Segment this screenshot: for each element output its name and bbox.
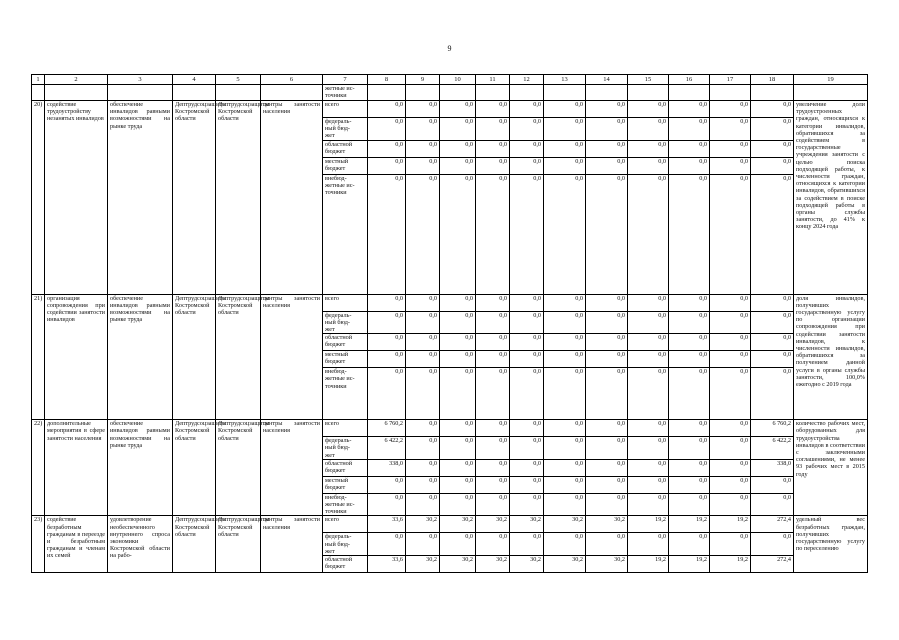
- value-cell: 0,0: [440, 493, 476, 516]
- value-cell: 30,2: [586, 556, 628, 573]
- goal-text: обеспечение инвалидов равными возможностями на рынке труда: [108, 101, 173, 295]
- measure-name: содействие безработным гражданам в переезде и безработным гражданам и членам их семей: [45, 516, 108, 573]
- value-cell: 0,0: [710, 437, 751, 460]
- value-cell: 30,2: [406, 556, 440, 573]
- empty-cell: [669, 85, 710, 101]
- value-cell: 0,0: [510, 533, 544, 556]
- value-cell: 0,0: [586, 334, 628, 351]
- value-cell: 6 760,2: [751, 420, 794, 437]
- value-cell: 0,0: [406, 533, 440, 556]
- value-cell: 0,0: [440, 368, 476, 420]
- funding-source-cell: всего: [323, 294, 368, 311]
- value-cell: 0,0: [628, 533, 669, 556]
- empty-cell: [544, 85, 586, 101]
- value-cell: 0,0: [476, 368, 510, 420]
- funding-source-cell: внебюд- жетные ис- точники: [323, 493, 368, 516]
- value-cell: 0,0: [628, 118, 669, 141]
- value-cell: 0,0: [544, 493, 586, 516]
- value-cell: 0,0: [440, 294, 476, 311]
- column-number-header: 13: [544, 75, 586, 85]
- value-cell: 0,0: [510, 459, 544, 476]
- funding-source-cell: областной бюджет: [323, 459, 368, 476]
- value-cell: 0,0: [544, 118, 586, 141]
- value-cell: 0,0: [510, 351, 544, 368]
- measure-name: содействие трудоустройству незанятых инвалидов: [45, 101, 108, 295]
- page-number: 9: [447, 44, 452, 53]
- value-cell: 0,0: [510, 311, 544, 334]
- value-cell: 0,0: [476, 437, 510, 460]
- value-cell: 0,0: [440, 174, 476, 294]
- value-cell: 0,0: [710, 334, 751, 351]
- value-cell: 0,0: [586, 437, 628, 460]
- value-cell: 19,2: [628, 516, 669, 533]
- funding-source-cell: областной бюджет: [323, 140, 368, 157]
- value-cell: 0,0: [544, 351, 586, 368]
- value-cell: 0,0: [476, 459, 510, 476]
- value-cell: 0,0: [368, 368, 406, 420]
- value-cell: 0,0: [544, 174, 586, 294]
- value-cell: 0,0: [476, 351, 510, 368]
- value-cell: 0,0: [476, 174, 510, 294]
- value-cell: 0,0: [669, 533, 710, 556]
- column-number-header: 11: [476, 75, 510, 85]
- value-cell: 0,0: [406, 459, 440, 476]
- funding-row: [32, 516, 868, 533]
- value-cell: 0,0: [586, 493, 628, 516]
- value-cell: 0,0: [628, 157, 669, 174]
- value-cell: 0,0: [669, 476, 710, 493]
- empty-cell: [510, 85, 544, 101]
- co-executor: Дептрудсоцзащиты Костромской области: [216, 516, 261, 573]
- expected-result: удельный вес безработных граждан, получивших государственную услугу по переселению: [794, 516, 868, 573]
- value-cell: 0,0: [751, 101, 794, 118]
- column-number-header: 16: [669, 75, 710, 85]
- value-cell: 0,0: [586, 368, 628, 420]
- value-cell: 30,2: [544, 556, 586, 573]
- value-cell: 0,0: [669, 140, 710, 157]
- value-cell: 0,0: [544, 294, 586, 311]
- value-cell: 0,0: [406, 437, 440, 460]
- value-cell: 0,0: [510, 140, 544, 157]
- value-cell: 33,6: [368, 516, 406, 533]
- value-cell: 0,0: [628, 476, 669, 493]
- empty-cell: [108, 85, 173, 101]
- value-cell: 0,0: [669, 157, 710, 174]
- value-cell: 0,0: [751, 118, 794, 141]
- value-cell: 0,0: [544, 140, 586, 157]
- implementer: центры занятости населения: [261, 420, 323, 516]
- empty-cell: [216, 85, 261, 101]
- value-cell: 0,0: [368, 118, 406, 141]
- value-cell: 0,0: [710, 140, 751, 157]
- value-cell: 0,0: [628, 174, 669, 294]
- column-number-header: 10: [440, 75, 476, 85]
- measure-name: организация сопровождения при содействии занятости инвалидов: [45, 294, 108, 420]
- value-cell: 0,0: [628, 437, 669, 460]
- column-number-header: 1: [32, 75, 45, 85]
- value-cell: 0,0: [586, 174, 628, 294]
- expected-result: доля инвалидов, получивших государственную услугу по организации сопровождения при содействии занятости инвалидов, к численности инвалидов, обратившихся за получением данной услуги в органы службы занятости, 100,0% ежегодно с 2019 года: [794, 294, 868, 420]
- value-cell: 0,0: [586, 459, 628, 476]
- value-cell: 0,0: [628, 294, 669, 311]
- value-cell: 0,0: [476, 476, 510, 493]
- value-cell: 0,0: [710, 476, 751, 493]
- value-cell: 19,2: [669, 516, 710, 533]
- funding-row: [32, 294, 868, 311]
- funding-source-cell: местный бюджет: [323, 157, 368, 174]
- value-cell: 0,0: [406, 476, 440, 493]
- value-cell: 0,0: [476, 420, 510, 437]
- value-cell: 0,0: [406, 368, 440, 420]
- value-cell: 0,0: [368, 493, 406, 516]
- value-cell: 0,0: [669, 311, 710, 334]
- value-cell: 0,0: [544, 311, 586, 334]
- funding-source-cell: федераль- ный бюд- жет: [323, 118, 368, 141]
- empty-cell: [710, 85, 751, 101]
- row-number: 22): [32, 420, 45, 516]
- value-cell: 0,0: [586, 311, 628, 334]
- column-number-header: 7: [323, 75, 368, 85]
- value-cell: 0,0: [544, 459, 586, 476]
- value-cell: 0,0: [406, 157, 440, 174]
- funding-source-cell: местный бюджет: [323, 351, 368, 368]
- value-cell: 0,0: [510, 174, 544, 294]
- value-cell: 30,2: [586, 516, 628, 533]
- value-cell: 0,0: [440, 437, 476, 460]
- value-cell: 0,0: [751, 140, 794, 157]
- value-cell: 0,0: [544, 368, 586, 420]
- value-cell: 0,0: [544, 420, 586, 437]
- empty-cell: [45, 85, 108, 101]
- value-cell: 0,0: [669, 334, 710, 351]
- value-cell: 0,0: [510, 493, 544, 516]
- value-cell: 0,0: [476, 334, 510, 351]
- row-number: 23): [32, 516, 45, 573]
- value-cell: 0,0: [628, 493, 669, 516]
- value-cell: 0,0: [406, 334, 440, 351]
- value-cell: 0,0: [440, 118, 476, 141]
- value-cell: 0,0: [669, 493, 710, 516]
- empty-cell: [440, 85, 476, 101]
- empty-cell: [173, 85, 216, 101]
- column-number-header: 19: [794, 75, 868, 85]
- value-cell: 0,0: [476, 493, 510, 516]
- value-cell: 0,0: [476, 118, 510, 141]
- column-number-header: 6: [261, 75, 323, 85]
- funding-source-cell: областной бюджет: [323, 334, 368, 351]
- column-number-header: 4: [173, 75, 216, 85]
- column-number-header: 3: [108, 75, 173, 85]
- empty-cell: [751, 85, 794, 101]
- column-number-header: 14: [586, 75, 628, 85]
- value-cell: 0,0: [628, 311, 669, 334]
- value-cell: 0,0: [440, 334, 476, 351]
- value-cell: 0,0: [368, 294, 406, 311]
- value-cell: 0,0: [510, 476, 544, 493]
- value-cell: 0,0: [586, 101, 628, 118]
- funding-row: [32, 101, 868, 118]
- column-number-header: 12: [510, 75, 544, 85]
- value-cell: 0,0: [751, 311, 794, 334]
- value-cell: 0,0: [510, 437, 544, 460]
- value-cell: 0,0: [710, 101, 751, 118]
- value-cell: 0,0: [544, 437, 586, 460]
- column-number-header: 18: [751, 75, 794, 85]
- value-cell: 19,2: [710, 516, 751, 533]
- value-cell: 30,2: [440, 516, 476, 533]
- value-cell: 0,0: [586, 118, 628, 141]
- executor: Дептрудсоцзащиты Костромской области: [173, 516, 216, 573]
- value-cell: 0,0: [710, 459, 751, 476]
- value-cell: 0,0: [669, 118, 710, 141]
- column-number-header: 5: [216, 75, 261, 85]
- value-cell: 0,0: [476, 157, 510, 174]
- value-cell: 0,0: [406, 101, 440, 118]
- empty-cell: [794, 85, 868, 101]
- funding-source-cell: областной бюджет: [323, 556, 368, 573]
- value-cell: 0,0: [586, 294, 628, 311]
- funding-source-cell: местный бюджет: [323, 476, 368, 493]
- value-cell: 0,0: [510, 294, 544, 311]
- co-executor: Дептрудсоцзащиты Костромской области: [216, 294, 261, 420]
- funding-source-cell: внебюд- жетные ис- точники: [323, 368, 368, 420]
- value-cell: 0,0: [510, 334, 544, 351]
- value-cell: 0,0: [510, 101, 544, 118]
- value-cell: 0,0: [669, 368, 710, 420]
- value-cell: 0,0: [586, 476, 628, 493]
- value-cell: 0,0: [440, 476, 476, 493]
- value-cell: 30,2: [544, 516, 586, 533]
- value-cell: 0,0: [751, 368, 794, 420]
- expected-result: увеличение доли трудоустроенных граждан, относящихся к категории инвалидов, обратившихся за содействием в государственные учреждения занятости с целью поиска подходящей работы, к численности граждан, относящихся к категории инвалидов, обратившихся за содействием в поиске подходящей работы в органы службы занятости, до 41% к концу 2024 года: [794, 101, 868, 295]
- value-cell: 0,0: [440, 533, 476, 556]
- value-cell: 0,0: [544, 476, 586, 493]
- value-cell: 0,0: [368, 101, 406, 118]
- column-number-header: 9: [406, 75, 440, 85]
- value-cell: 0,0: [751, 157, 794, 174]
- goal-text: удовлетворение необеспеченного внутреннего спроса экономики Костромской области на рабо-: [108, 516, 173, 573]
- value-cell: 0,0: [406, 294, 440, 311]
- goal-text: обеспечение инвалидов равными возможностями на рынке труда: [108, 294, 173, 420]
- implementer: центры занятости населения: [261, 516, 323, 573]
- executor: Дептрудсоцзащиты Костромской области: [173, 420, 216, 516]
- value-cell: 0,0: [476, 533, 510, 556]
- executor: Дептрудсоцзащиты Костромской области: [173, 101, 216, 295]
- value-cell: 0,0: [368, 334, 406, 351]
- value-cell: 338,0: [751, 459, 794, 476]
- value-cell: 30,2: [510, 516, 544, 533]
- value-cell: 0,0: [406, 420, 440, 437]
- value-cell: 0,0: [440, 351, 476, 368]
- value-cell: 0,0: [669, 351, 710, 368]
- value-cell: 0,0: [476, 294, 510, 311]
- value-cell: 0,0: [544, 101, 586, 118]
- funding-source-cell: федераль- ный бюд- жет: [323, 533, 368, 556]
- value-cell: 272,4: [751, 556, 794, 573]
- value-cell: 0,0: [586, 420, 628, 437]
- goal-text: обеспечение инвалидов равными возможностями на рынке труда: [108, 420, 173, 516]
- value-cell: 0,0: [628, 101, 669, 118]
- row-number: 20): [32, 101, 45, 295]
- value-cell: 0,0: [586, 157, 628, 174]
- value-cell: 0,0: [751, 334, 794, 351]
- value-cell: 272,4: [751, 516, 794, 533]
- value-cell: 0,0: [586, 533, 628, 556]
- co-executor: Дептрудсоцзащиты Костромской области: [216, 101, 261, 295]
- value-cell: 0,0: [510, 420, 544, 437]
- value-cell: 0,0: [710, 368, 751, 420]
- value-cell: 0,0: [628, 368, 669, 420]
- value-cell: 6 760,2: [368, 420, 406, 437]
- value-cell: 0,0: [751, 351, 794, 368]
- empty-cell: [261, 85, 323, 101]
- value-cell: 30,2: [406, 516, 440, 533]
- value-cell: 0,0: [669, 174, 710, 294]
- value-cell: 0,0: [476, 140, 510, 157]
- value-cell: 0,0: [751, 174, 794, 294]
- value-cell: 0,0: [544, 157, 586, 174]
- value-cell: 0,0: [476, 311, 510, 334]
- value-cell: 0,0: [510, 368, 544, 420]
- value-cell: 0,0: [368, 157, 406, 174]
- value-cell: 0,0: [406, 493, 440, 516]
- continuation-row: [32, 85, 868, 101]
- value-cell: 0,0: [586, 351, 628, 368]
- value-cell: 0,0: [476, 101, 510, 118]
- value-cell: 30,2: [476, 516, 510, 533]
- empty-cell: [476, 85, 510, 101]
- value-cell: 6 422,2: [368, 437, 406, 460]
- value-cell: 30,2: [510, 556, 544, 573]
- value-cell: 0,0: [586, 140, 628, 157]
- value-cell: 0,0: [710, 174, 751, 294]
- value-cell: 0,0: [406, 311, 440, 334]
- column-number-header: 15: [628, 75, 669, 85]
- value-cell: 0,0: [710, 311, 751, 334]
- funding-source-cell: жетные ис- точники: [323, 85, 368, 101]
- value-cell: 6 422,2: [751, 437, 794, 460]
- value-cell: 19,2: [669, 556, 710, 573]
- funding-source-cell: всего: [323, 101, 368, 118]
- value-cell: 0,0: [368, 174, 406, 294]
- value-cell: 0,0: [406, 351, 440, 368]
- value-cell: 19,2: [710, 556, 751, 573]
- empty-cell: [406, 85, 440, 101]
- value-cell: 30,2: [440, 556, 476, 573]
- expected-result: количество рабочих мест, оборудованных для трудоустройства инвалидов в соответствии с заключенными соглашениями, не менее 93 рабочих мест в 2015 году: [794, 420, 868, 516]
- value-cell: 0,0: [440, 140, 476, 157]
- implementer: центры занятости населения: [261, 294, 323, 420]
- value-cell: 0,0: [751, 476, 794, 493]
- value-cell: 0,0: [669, 459, 710, 476]
- executor: Дептрудсоцзащиты Костромской области: [173, 294, 216, 420]
- measure-name: дополнительные мероприятия в сфере занятости населения: [45, 420, 108, 516]
- value-cell: 0,0: [710, 420, 751, 437]
- value-cell: 0,0: [440, 420, 476, 437]
- value-cell: 30,2: [476, 556, 510, 573]
- value-cell: 0,0: [669, 420, 710, 437]
- value-cell: 0,0: [751, 294, 794, 311]
- header-row: [32, 75, 868, 85]
- column-number-header: 17: [710, 75, 751, 85]
- value-cell: 0,0: [368, 351, 406, 368]
- funding-source-cell: федераль- ный бюд- жет: [323, 311, 368, 334]
- value-cell: 0,0: [368, 476, 406, 493]
- value-cell: 0,0: [710, 294, 751, 311]
- implementer: центры занятости населения: [261, 101, 323, 295]
- value-cell: 0,0: [440, 101, 476, 118]
- value-cell: 0,0: [628, 351, 669, 368]
- funding-source-cell: федераль- ный бюд- жет: [323, 437, 368, 460]
- value-cell: 0,0: [368, 311, 406, 334]
- value-cell: 0,0: [440, 311, 476, 334]
- funding-source-cell: внебюд- жетные ис- точники: [323, 174, 368, 294]
- empty-cell: [368, 85, 406, 101]
- value-cell: 0,0: [368, 533, 406, 556]
- value-cell: 0,0: [669, 101, 710, 118]
- column-number-header: 8: [368, 75, 406, 85]
- funding-row: [32, 420, 868, 437]
- value-cell: 0,0: [510, 157, 544, 174]
- row-number: 21): [32, 294, 45, 420]
- column-number-header: 2: [45, 75, 108, 85]
- value-cell: 0,0: [628, 459, 669, 476]
- value-cell: 0,0: [628, 420, 669, 437]
- value-cell: 0,0: [544, 533, 586, 556]
- value-cell: 0,0: [406, 118, 440, 141]
- value-cell: 0,0: [751, 533, 794, 556]
- value-cell: 0,0: [710, 157, 751, 174]
- value-cell: 0,0: [669, 294, 710, 311]
- value-cell: 0,0: [368, 140, 406, 157]
- value-cell: 33,6: [368, 556, 406, 573]
- empty-cell: [32, 85, 45, 101]
- value-cell: 0,0: [710, 533, 751, 556]
- value-cell: 0,0: [544, 334, 586, 351]
- value-cell: 0,0: [710, 351, 751, 368]
- value-cell: 0,0: [406, 140, 440, 157]
- value-cell: 0,0: [751, 493, 794, 516]
- empty-cell: [628, 85, 669, 101]
- value-cell: 0,0: [510, 118, 544, 141]
- program-table: [31, 74, 868, 573]
- value-cell: 0,0: [710, 118, 751, 141]
- empty-cell: [586, 85, 628, 101]
- value-cell: 0,0: [669, 437, 710, 460]
- co-executor: Дептрудсоцзащиты Костромской области: [216, 420, 261, 516]
- funding-source-cell: всего: [323, 516, 368, 533]
- value-cell: 0,0: [406, 174, 440, 294]
- value-cell: 19,2: [628, 556, 669, 573]
- value-cell: 0,0: [440, 459, 476, 476]
- value-cell: 338,0: [368, 459, 406, 476]
- value-cell: 0,0: [628, 140, 669, 157]
- value-cell: 0,0: [710, 493, 751, 516]
- value-cell: 0,0: [628, 334, 669, 351]
- funding-source-cell: всего: [323, 420, 368, 437]
- value-cell: 0,0: [440, 157, 476, 174]
